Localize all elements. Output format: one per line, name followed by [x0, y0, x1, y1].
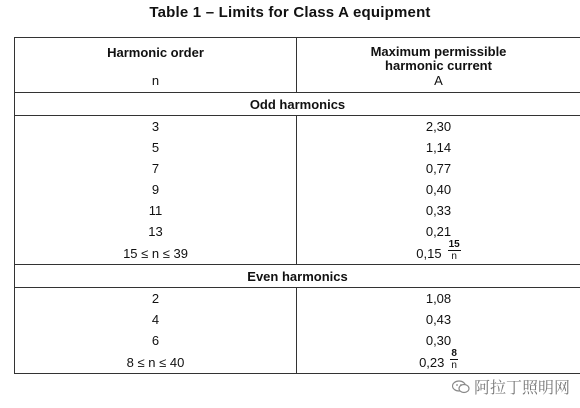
current-cell: 1,08: [297, 288, 580, 310]
formula-coefficient: 0,23: [419, 354, 445, 370]
header-max-current-unit: A: [434, 73, 443, 88]
table-row: [15, 179, 580, 200]
current-formula: [416, 239, 460, 264]
current-cell: 1,14: [297, 137, 580, 158]
watermark-text: 阿拉丁照明网: [473, 378, 570, 397]
harmonic-order-cell: 5: [15, 137, 297, 158]
harmonic-order-range-cell: 15 ≤ n ≤ 39: [15, 242, 297, 265]
watermark: [450, 375, 572, 398]
harmonic-order-cell: 2: [15, 288, 297, 310]
table-row: [15, 288, 580, 310]
fraction-denominator: n: [451, 360, 457, 371]
harmonic-order-cell: 3: [15, 116, 297, 138]
table-row: [15, 137, 580, 158]
harmonic-order-cell: 4: [15, 309, 297, 330]
harmonic-order-cell: 13: [15, 221, 297, 242]
header-max-current-line1: Maximum permissible: [370, 44, 507, 59]
harmonic-order-cell: 7: [15, 158, 297, 179]
current-formula-cell: [297, 239, 580, 265]
harmonic-order-cell: 9: [15, 179, 297, 200]
header-harmonic-order-label: Harmonic order: [107, 45, 204, 60]
even-harmonics-label: Even harmonics: [15, 265, 580, 288]
odd-harmonics-group-row: [15, 93, 580, 116]
table-row: [15, 309, 580, 330]
current-formula: [419, 348, 458, 373]
table-row: [15, 330, 580, 351]
table-row: [15, 116, 580, 138]
current-cell: 2,30: [297, 116, 580, 138]
current-cell: 0,77: [297, 158, 580, 179]
header-max-current-line2: harmonic current: [385, 58, 492, 73]
table-row-range: [15, 351, 580, 374]
table-row: [15, 200, 580, 221]
table-row: [15, 158, 580, 179]
current-cell: 0,21: [297, 221, 580, 242]
harmonic-order-range-cell: 8 ≤ n ≤ 40: [15, 351, 297, 374]
table-row-range: [15, 242, 580, 265]
formula-fraction: [448, 240, 461, 262]
fraction-numerator: 8: [451, 348, 457, 359]
current-formula-cell: [297, 348, 580, 374]
odd-harmonics-label: Odd harmonics: [15, 93, 580, 116]
limits-table: [14, 37, 580, 374]
formula-fraction: [450, 349, 458, 371]
current-cell: 0,40: [297, 179, 580, 200]
formula-coefficient: 0,15: [416, 245, 442, 261]
header-harmonic-order: [15, 38, 297, 93]
header-row: [15, 38, 580, 93]
table-title: Table 1 – Limits for Class A equipment: [149, 4, 431, 21]
table-row: [15, 221, 580, 242]
fraction-numerator: 15: [448, 239, 460, 250]
harmonic-order-cell: 11: [15, 200, 297, 221]
wechat-icon: [452, 380, 470, 394]
header-harmonic-order-unit: n: [151, 73, 160, 88]
current-cell: 0,33: [297, 200, 580, 221]
fraction-denominator: n: [451, 251, 457, 262]
harmonic-order-cell: 6: [15, 330, 297, 351]
even-harmonics-group-row: [15, 265, 580, 288]
header-max-current: [297, 38, 580, 93]
current-cell: 0,30: [297, 330, 580, 351]
current-cell: 0,43: [297, 309, 580, 330]
